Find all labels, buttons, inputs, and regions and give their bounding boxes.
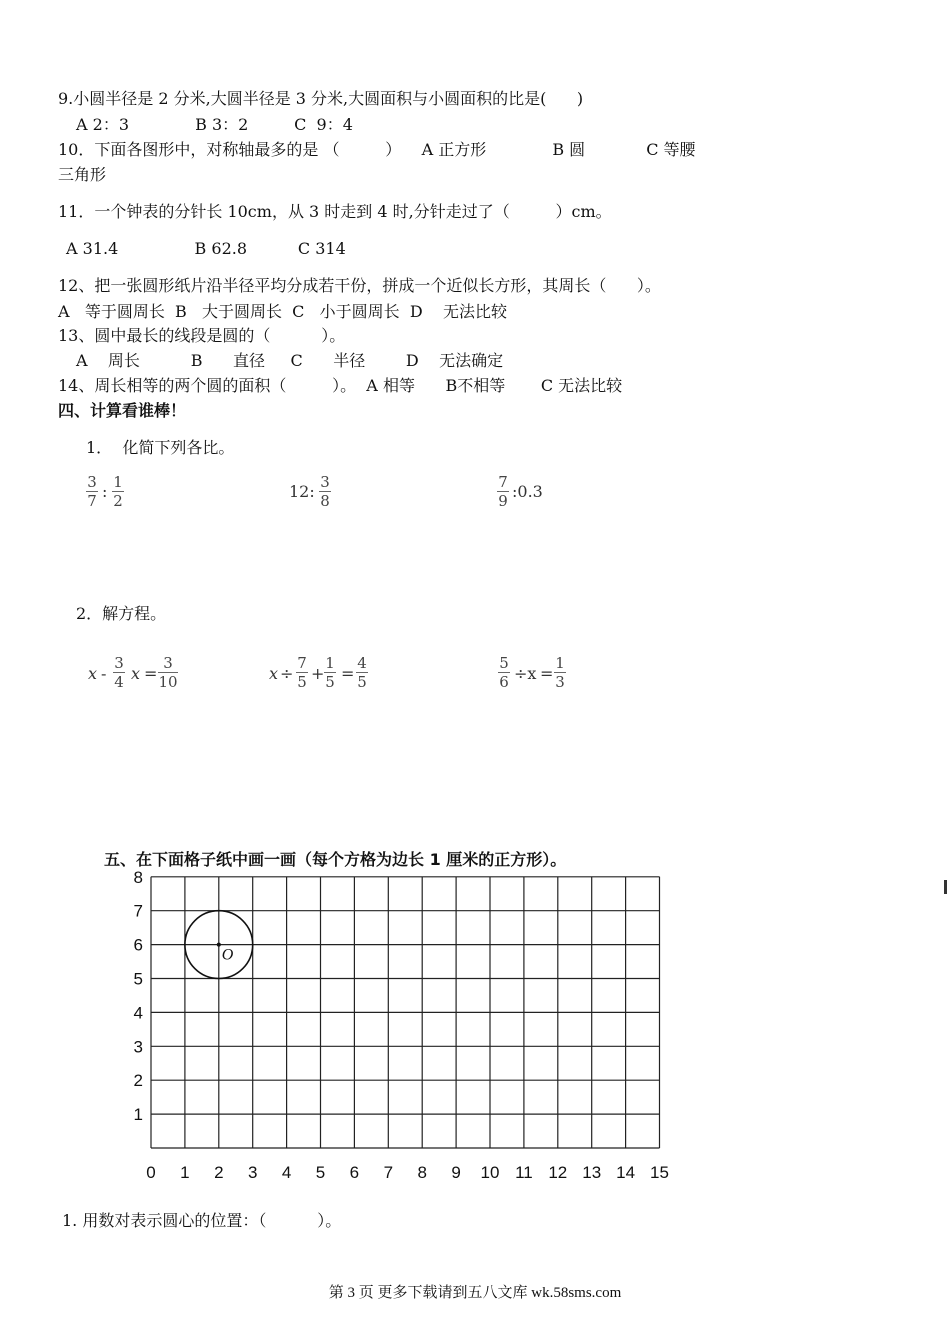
question-13-stem: 13、圆中最长的线段是圆的（ ）。 — [58, 326, 346, 345]
x-axis-tick-label: 12 — [548, 1163, 568, 1182]
x-axis-tick-label: 5 — [315, 1163, 326, 1182]
fraction — [554, 655, 566, 690]
section-4-sub1: 1． 化简下列各比。 — [86, 438, 235, 457]
x-axis-tick-label: 8 — [417, 1163, 427, 1182]
plus-sign: + — [311, 664, 325, 683]
circle-center-label: O — [221, 946, 234, 964]
circle-center-dot — [217, 943, 221, 947]
section-4-sub2: 2．解方程。 — [76, 604, 167, 623]
numerator: 7 — [498, 473, 508, 491]
x-axis-tick-label: 10 — [480, 1163, 500, 1182]
x-axis-tick-label: 11 — [515, 1163, 533, 1182]
denominator: 7 — [87, 492, 97, 510]
x-axis-tick-label: 14 — [616, 1163, 636, 1182]
question-12-options: A 等于圆周长 B 大于圆周长 C 小于圆周长 D 无法比较 — [58, 302, 508, 321]
fraction — [296, 655, 308, 690]
numerator: 1 — [113, 473, 123, 491]
fraction — [158, 655, 178, 690]
fraction — [113, 655, 125, 690]
x-axis-tick-label: 9 — [451, 1163, 461, 1182]
section-5-title: 五、在下面格子纸中画一画（每个方格为边长 1 厘米的正方形）。 — [104, 850, 567, 869]
x-axis-tick-label: 6 — [349, 1163, 360, 1182]
question-9-stem: 9.小圆半径是 2 分米,大圆半径是 3 分米,大圆面积与小圆面积的比是( ) — [58, 89, 584, 108]
x-axis-tick-label: 0 — [146, 1163, 156, 1182]
denominator: 5 — [297, 673, 307, 691]
numerator: 7 — [297, 654, 307, 672]
coordinate-grid — [130, 867, 690, 1192]
divide-x: ÷x — [514, 664, 537, 683]
numerator: 5 — [499, 654, 509, 672]
fraction — [356, 655, 368, 690]
y-axis-tick-label: 6 — [133, 935, 143, 955]
question-11-stem: 11．一个钟表的分针长 10cm，从 3 时走到 4 时,分针走过了（ ）cm。 — [58, 202, 612, 221]
numerator: 3 — [114, 654, 124, 672]
question-9-options: A 2：3 B 3：2 C 9：4 — [76, 115, 353, 134]
fraction — [498, 655, 510, 690]
denominator: 2 — [113, 492, 123, 510]
x-axis-tick-label: 3 — [247, 1163, 258, 1182]
equals-sign: = — [144, 664, 158, 683]
numerator: 3 — [163, 654, 173, 672]
y-axis-tick-label: 2 — [133, 1071, 143, 1091]
variable-x: x — [88, 664, 98, 683]
denominator: 5 — [357, 673, 367, 691]
edge-marker — [944, 880, 947, 894]
question-14-stem: 14、周长相等的两个圆的面积（ ）。 A 相等 B不相等 C 无法比较 — [58, 376, 623, 395]
y-axis-tick-label: 7 — [133, 901, 143, 921]
page-footer: 第 3 页 更多下载请到五八文库 wk.58sms.com — [328, 1285, 622, 1301]
ratio-lead: 12: — [289, 482, 315, 501]
variable-x: x — [269, 664, 279, 683]
equals-sign: = — [341, 664, 355, 683]
question-10-cont: 三角形 — [58, 165, 107, 184]
question-11-options: A 31.4 B 62.8 C 314 — [66, 239, 346, 258]
x-axis-tick-label: 1 — [180, 1163, 190, 1182]
numerator: 4 — [357, 654, 367, 672]
y-axis-tick-label: 5 — [133, 969, 143, 989]
numerator: 3 — [87, 473, 97, 491]
fraction — [319, 474, 331, 509]
denominator: 3 — [555, 673, 565, 691]
question-12-stem: 12、把一张圆形纸片沿半径平均分成若干份，拼成一个近似长方形，其周长（ ）。 — [58, 276, 661, 295]
minus-sign: - — [101, 664, 107, 683]
fraction — [324, 655, 336, 690]
denominator: 5 — [325, 673, 335, 691]
x-axis-tick-label: 2 — [214, 1163, 224, 1182]
denominator: 4 — [114, 673, 124, 691]
y-axis-tick-label: 3 — [133, 1037, 143, 1057]
y-axis-tick-label: 8 — [133, 867, 143, 887]
fraction — [112, 474, 124, 509]
ratio-tail: :0.3 — [512, 482, 543, 501]
fraction — [86, 474, 98, 509]
x-axis-tick-label: 7 — [383, 1163, 394, 1182]
denominator: 8 — [320, 492, 330, 510]
question-10-stem: 10．下面各图形中，对称轴最多的是 （ ） A 正方形 B 圆 C 等腰 — [58, 140, 696, 159]
denominator: 9 — [498, 492, 508, 510]
question-13-options: A 周长 B 直径 C 半径 D 无法确定 — [76, 351, 504, 370]
numerator: 1 — [555, 654, 565, 672]
y-axis-tick-label: 1 — [133, 1105, 143, 1125]
fraction — [497, 474, 509, 509]
section-4-title: 四、计算看谁棒！ — [58, 401, 187, 420]
ratio-colon: : — [102, 482, 108, 501]
denominator: 6 — [499, 673, 509, 691]
x-axis-tick-label: 13 — [582, 1163, 602, 1182]
variable-x: x — [131, 664, 141, 683]
section-5-q1: 1. 用数对表示圆心的位置：（ ）。 — [62, 1211, 342, 1230]
divide-sign: ÷ — [280, 664, 294, 683]
numerator: 1 — [325, 654, 335, 672]
x-axis-tick-label: 4 — [281, 1163, 292, 1182]
numerator: 3 — [320, 473, 330, 491]
equals-sign: = — [540, 664, 554, 683]
y-axis-tick-label: 4 — [133, 1003, 143, 1023]
denominator: 10 — [158, 673, 178, 691]
x-axis-tick-label: 15 — [650, 1163, 669, 1182]
